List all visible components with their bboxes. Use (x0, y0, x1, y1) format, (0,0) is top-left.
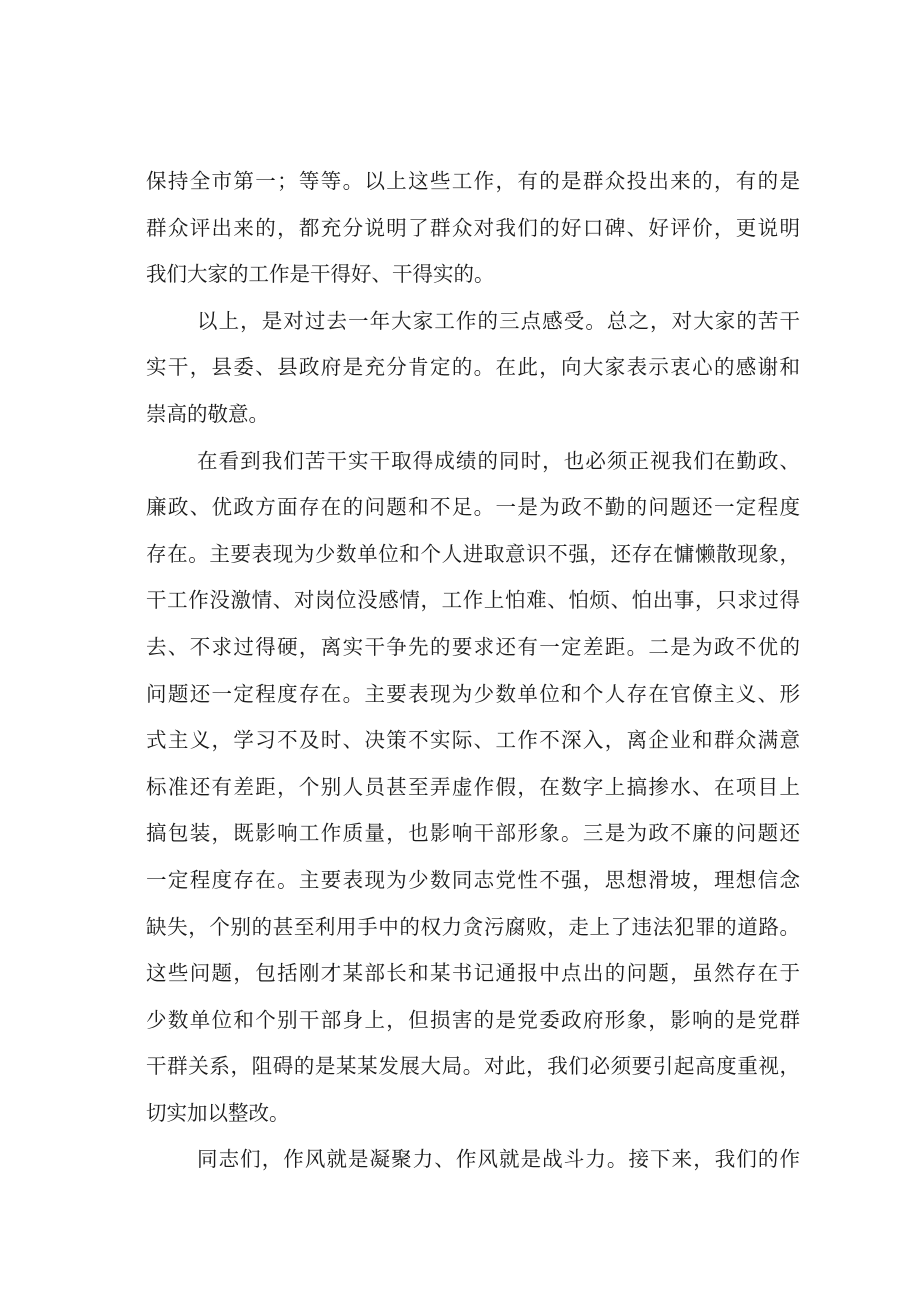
text-line: 同志们，作风就是凝聚力、作风就是战斗力。接下来，我们的作 (197, 1147, 800, 1172)
text-line: 标准还有差距，个别人员甚至弄虚作假，在数字上搞掺水、在项目上 (146, 774, 800, 799)
text-line: 式主义，学习不及时、决策不实际、工作不深入，离企业和群众满意 (146, 728, 800, 753)
document-page (146, 158, 800, 1183)
paragraph-4 (146, 1136, 800, 1183)
text-line: 一定程度存在。主要表现为少数同志党性不强，思想滑坡，理想信念 (146, 867, 800, 892)
text-line: 这些问题，包括刚才某部长和某书记通报中点出的问题，虽然存在于 (146, 961, 800, 986)
text-line: 干群关系，阻碍的是某某发展大局。对此，我们必须要引起高度重视， (146, 1054, 800, 1079)
text-line: 干工作没激情、对岗位没感情，工作上怕难、怕烦、怕出事，只求过得 (146, 588, 800, 613)
text-line: 少数单位和个别干部身上，但损害的是党委政府形象，影响的是党群 (146, 1007, 800, 1032)
paragraph-2 (146, 298, 800, 438)
text-line: 保持全市第一；等等。以上这些工作，有的是群众投出来的，有的是 (146, 169, 800, 193)
text-line: 搞包装，既影响工作质量，也影响干部形象。三是为政不廉的问题还 (146, 821, 800, 846)
text-line: 问题还一定程度存在。主要表现为少数单位和个人存在官僚主义、形 (146, 681, 800, 706)
text-line: 切实加以整改。 (146, 1100, 290, 1125)
text-line: 去、不求过得硬，离实干争先的要求还有一定差距。二是为政不优的 (146, 634, 800, 659)
text-line: 我们大家的工作是干得好、干得实的。 (146, 262, 495, 287)
paragraph-1 (146, 158, 800, 298)
text-line: 存在。主要表现为少数单位和个人进取意识不强，还存在慵懒散现象， (146, 541, 800, 566)
text-line: 崇高的敬意。 (146, 401, 269, 426)
text-line: 以上，是对过去一年大家工作的三点感受。总之，对大家的苦干 (197, 308, 800, 333)
text-line: 缺失，个别的甚至利用手中的权力贪污腐败，走上了违法犯罪的道路。 (146, 914, 800, 939)
text-line: 廉政、优政方面存在的问题和不足。一是为政不勤的问题还一定程度 (146, 495, 800, 520)
text-line: 在看到我们苦干实干取得成绩的同时，也必须正视我们在勤政、 (197, 448, 800, 473)
paragraph-3 (146, 438, 800, 1137)
text-line: 实干，县委、县政府是充分肯定的。在此，向大家表示衷心的感谢和 (146, 355, 800, 380)
text-line: 群众评出来的，都充分说明了群众对我们的好口碑、好评价，更说明 (146, 215, 800, 240)
